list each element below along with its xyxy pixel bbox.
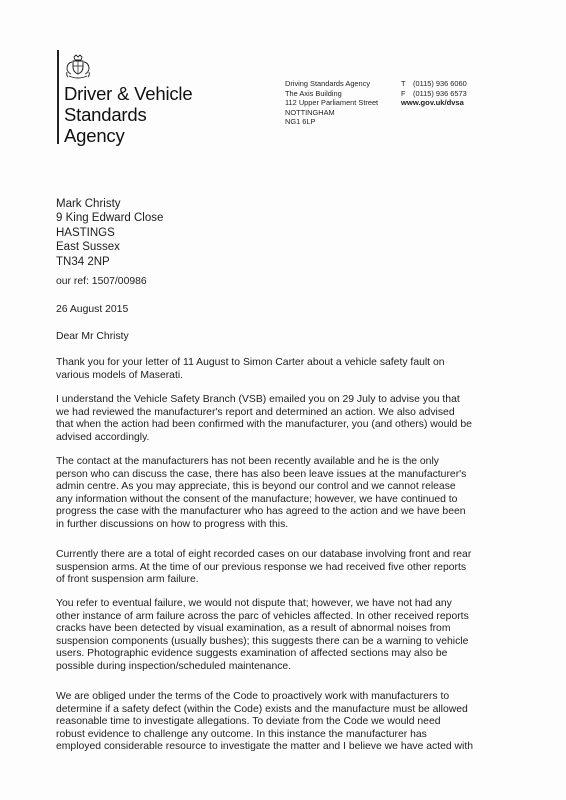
body-paragraph: Thank you for your letter of 11 August to Simon Carter about a vehicle safety fault on various models of Maserati. xyxy=(56,357,445,381)
letter-date: 26 August 2015 xyxy=(56,304,129,315)
contact-details xyxy=(401,79,467,108)
body-paragraph: We are obliged under the terms of the Code to proactively work with manufacturers to determine if a safety defect (within the Code) exists and the manufacture must be allowed reasonable time to investigate allegations. To deviate from the Code we would need robust evidence to challenge any outcome. In this instance the manufacturer has employed considerable resource to investigate the matter and I believe we have acted with xyxy=(56,691,474,753)
recipient-line: Mark Christy xyxy=(56,198,121,210)
fax-number: (0115) 936 6573 xyxy=(413,88,467,98)
telephone-label: T xyxy=(401,79,406,88)
body-paragraph: I understand the Vehicle Safety Branch (VSB) emailed you on 29 July to advise you that we had reviewed the manufacturer's report and determined an action. We also advised that when the action had been confirmed with the manufacturer, you (and others) would be advised accordingly. xyxy=(56,394,472,443)
logo-line: Agency xyxy=(64,125,125,146)
recipient-line: East Sussex xyxy=(56,241,120,254)
telephone-number: (0115) 936 6060 xyxy=(413,79,467,88)
salutation: Dear Mr Christy xyxy=(56,331,129,342)
logo-bar xyxy=(57,50,59,144)
logo-line: Driver & Vehicle xyxy=(64,83,193,104)
agency-logo-text xyxy=(64,83,192,146)
sender-address-line: The Axis Building xyxy=(285,88,342,98)
sender-address-line: NG1 6LP xyxy=(285,117,316,126)
recipient-line: TN34 2NP xyxy=(56,255,110,268)
recipient-line: 9 King Edward Close xyxy=(56,212,164,225)
recipient-line: HASTINGS xyxy=(56,226,115,239)
body-paragraph: Currently there are a total of eight recorded cases on our database involving front and rear suspension arms. At the time of our previous response we had received five other reports of front suspension arm failure. xyxy=(56,549,472,586)
logo-line: Standards xyxy=(64,104,147,125)
sender-address-line: NOTTINGHAM xyxy=(285,107,335,117)
royal-crest-icon xyxy=(64,54,92,80)
reference-number: our ref: 1507/00986 xyxy=(56,276,147,287)
fax-label: F xyxy=(401,88,406,98)
fax-row xyxy=(401,89,467,99)
telephone-row xyxy=(401,79,467,89)
recipient-address xyxy=(56,197,163,269)
body-paragraph: The contact at the manufacturers has not been recently available and he is the only person who can discuss the case, there has also been leave issues at the manufacturer's admin centre. As you may appreciate, this is beyond our control and we cannot release any information without the consent of the manufacture; however, we have continued to progress the case with the manufacturer who has agreed to the action and we have been in further discussions on how to progress with this. xyxy=(56,456,467,530)
sender-address-line: Driving Standards Agency xyxy=(285,79,371,88)
sender-address xyxy=(285,79,378,127)
body-paragraph: You refer to eventual failure, we would not dispute that; however, we have not had any other instance of arm failure across the parc of vehicles affected. In other received reports cracks have been detected by visual examination, as a result of abnormal noises from suspension components (usually bushes); this suggests there can be a warning to vehicle users. Photographic evidence suggests examination of affected sections may also be possible during inspection/scheduled maintenance. xyxy=(56,598,469,672)
website-link: www.gov.uk/dvsa xyxy=(401,98,464,107)
sender-address-line: 112 Upper Parliament Street xyxy=(285,98,379,107)
